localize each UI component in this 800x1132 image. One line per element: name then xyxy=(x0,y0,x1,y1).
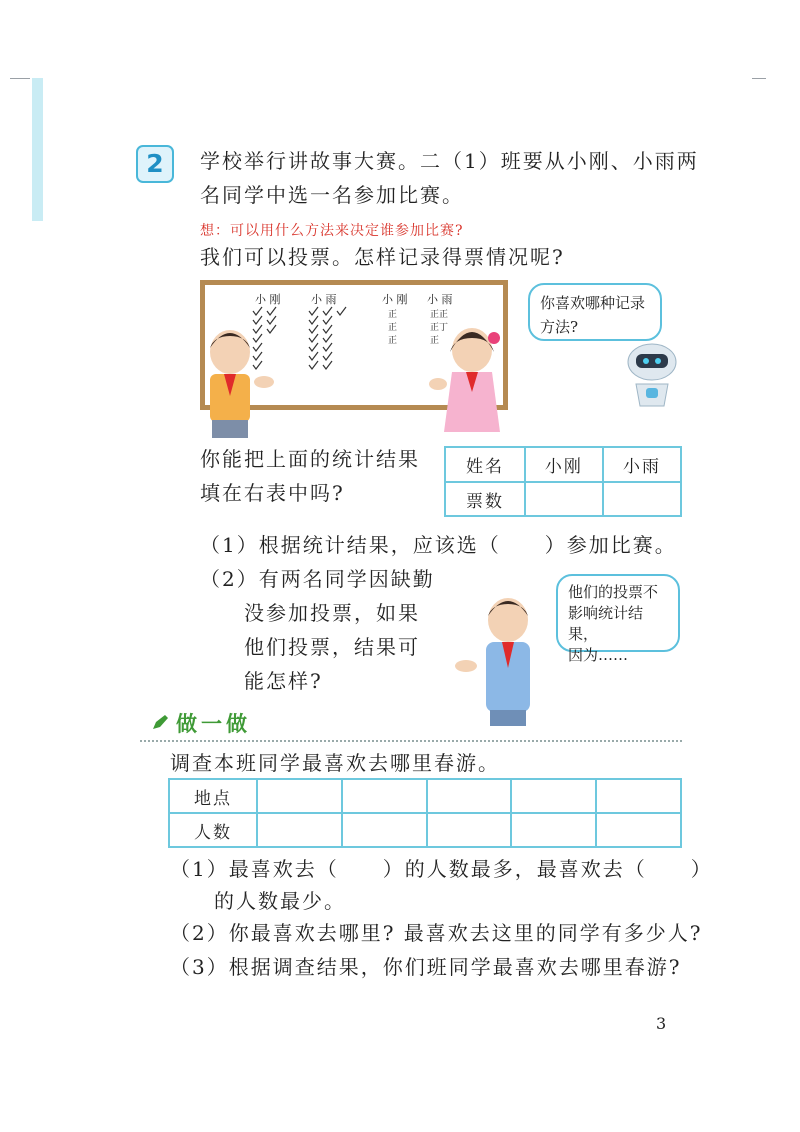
survey-table-row1-label: 地点 xyxy=(169,779,257,813)
board-tally-xiaoyu: 正正 正丁 正 xyxy=(430,310,449,346)
vote-table-header-xiaoyu: 小雨 xyxy=(603,447,681,482)
question-1: （1）根据统计结果，应该选（ ）参加比赛。 xyxy=(200,533,677,557)
problem-number-badge: 2 xyxy=(136,145,174,183)
vote-table-row-label: 票数 xyxy=(445,482,525,516)
survey-cell[interactable] xyxy=(257,813,342,847)
vote-table-cell-xiaogang[interactable] xyxy=(525,482,603,516)
survey-cell[interactable] xyxy=(427,779,512,813)
boy-in-blue-illustration xyxy=(452,594,542,728)
vote-table-header-xiaogang: 小刚 xyxy=(525,447,603,482)
survey-cell[interactable] xyxy=(596,813,681,847)
problem-text-line-2: 名同学中选一名参加比赛。 xyxy=(200,183,464,207)
board-name-xiaogang-1: 小 刚 xyxy=(255,293,281,306)
survey-cell[interactable] xyxy=(596,779,681,813)
section-divider xyxy=(140,740,682,742)
survey-intro: 调查本班同学最喜欢去哪里春游。 xyxy=(170,751,500,775)
survey-table xyxy=(168,778,682,848)
crop-mark-right xyxy=(752,78,766,79)
boy-illustration xyxy=(196,322,286,440)
boy-speech-bubble: 他们的投票不 影响统计结果， 因为…… xyxy=(556,574,680,652)
crop-mark-left xyxy=(10,78,30,79)
question-2-line-1: （2）有两名同学因缺勤 xyxy=(200,567,435,591)
board-name-xiaogang-2: 小 刚 xyxy=(382,293,408,306)
vote-table-header-name: 姓名 xyxy=(445,447,525,482)
pencil-icon xyxy=(150,714,170,732)
board-name-xiaoyu-1: 小 雨 xyxy=(311,293,337,306)
question-2-line-3: 他们投票，结果可 xyxy=(244,635,420,659)
board-name-xiaoyu-2: 小 雨 xyxy=(427,293,453,306)
survey-question-2: （2）你最喜欢去哪里? 最喜欢去这里的同学有多少人? xyxy=(170,921,703,945)
side-color-strip xyxy=(32,78,43,221)
vote-table-cell-xiaoyu[interactable] xyxy=(603,482,681,516)
page-number: 3 xyxy=(656,1014,667,1033)
survey-cell[interactable] xyxy=(342,813,427,847)
fill-prompt-line-1: 你能把上面的统计结果 xyxy=(200,447,420,471)
survey-cell[interactable] xyxy=(342,779,427,813)
section-title-practice: 做一做 xyxy=(176,712,251,736)
survey-question-3: （3）根据调查结果，你们班同学最喜欢去哪里春游? xyxy=(170,955,682,979)
vote-question: 我们可以投票。怎样记录得票情况呢? xyxy=(200,245,565,269)
board-tally-xiaogang: 正 正 正 xyxy=(388,310,398,346)
survey-question-1-line-1: （1）最喜欢去（ ）的人数最多，最喜欢去（ ） xyxy=(170,857,713,881)
girl-illustration xyxy=(428,322,508,434)
hint-text: 想：可以用什么方法来决定谁参加比赛? xyxy=(200,223,464,239)
vote-table xyxy=(444,446,682,517)
question-2-line-4: 能怎样? xyxy=(244,669,323,693)
survey-cell[interactable] xyxy=(511,779,596,813)
survey-question-1-line-2: 的人数最少。 xyxy=(214,889,346,913)
question-2-line-2: 没参加投票，如果 xyxy=(244,601,420,625)
survey-cell[interactable] xyxy=(257,779,342,813)
fill-prompt-line-2: 填在右表中吗? xyxy=(200,481,345,505)
survey-cell[interactable] xyxy=(511,813,596,847)
survey-table-row2-label: 人数 xyxy=(169,813,257,847)
robot-illustration xyxy=(616,340,686,412)
robot-speech-bubble: 你喜欢哪种记录 方法? xyxy=(528,283,662,341)
problem-text-line-1: 学校举行讲故事大赛。二（1）班要从小刚、小雨两 xyxy=(200,149,699,173)
survey-cell[interactable] xyxy=(427,813,512,847)
